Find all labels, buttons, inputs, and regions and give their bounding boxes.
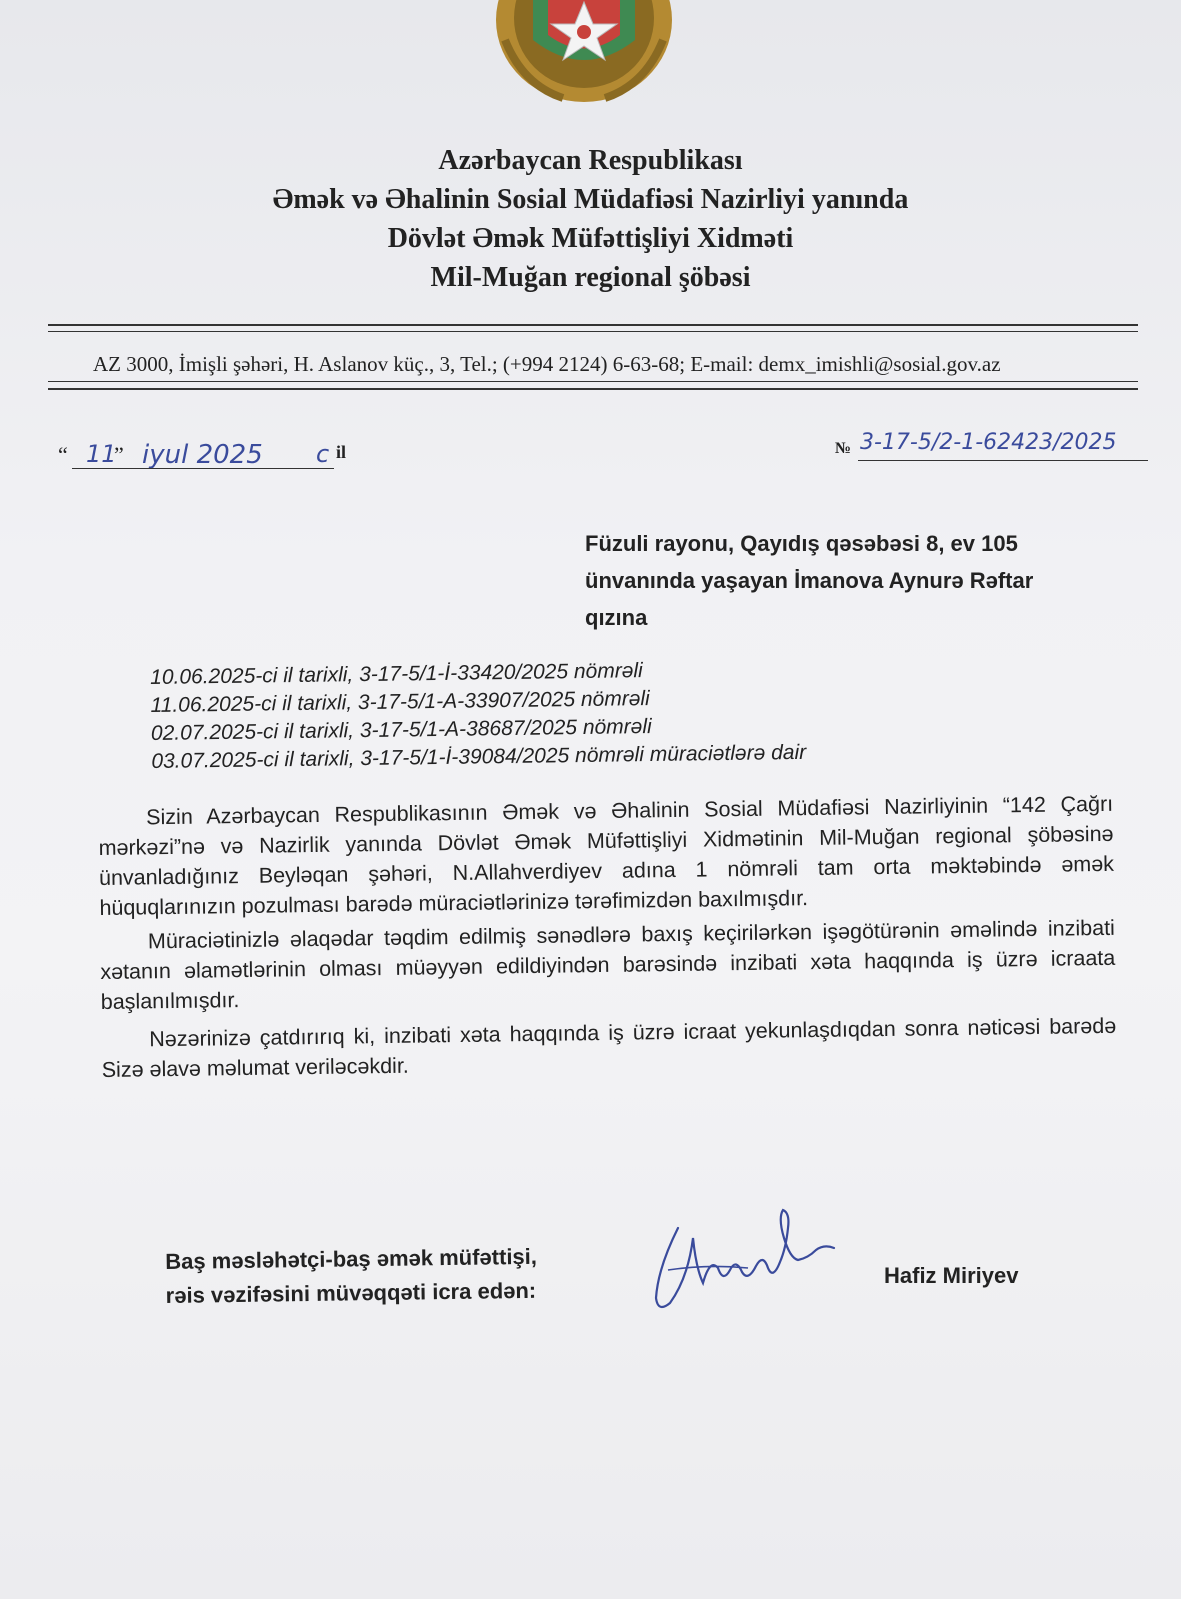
header-divider-top-thin bbox=[48, 331, 1138, 332]
header-divider-top bbox=[48, 324, 1138, 326]
addressee-block bbox=[585, 525, 1125, 636]
header-service: Dövlət Əmək Müfəttişliyi Xidməti bbox=[387, 223, 794, 254]
body-paragraph: Müraciətinizlə əlaqədar təqdim edilmiş sənədlərə baxış keçirilərkən işəgötürənin əməlində inzibati xətanın əlamətlərinin olması müəyyən edildiyindən barəsində inzibati xəta haqqında iş üzrə icraata başlanılmışdır. bbox=[100, 915, 1116, 1014]
header-ministry: Əmək və Əhalinin Sosial Müdafiəsi Nazirliyi yanında bbox=[272, 184, 909, 215]
addressee-line: ünvanında yaşayan İmanova Aynurə Rəftar bbox=[585, 568, 1034, 593]
reference-item: 11.06.2025-ci il tarixli, 3-17-5/1-A-33907/2025 nömrəli bbox=[150, 687, 650, 717]
reference-item: 10.06.2025-ci il tarixli, 3-17-5/1-İ-33420/2025 nömrəli bbox=[150, 659, 643, 689]
signatory-title-line: Baş məsləhətçi-baş əmək müfəttişi, bbox=[165, 1243, 538, 1274]
signatory-title-line: rəis vəzifəsini müvəqqəti icra edən: bbox=[165, 1277, 537, 1308]
header-country: Azərbaycan Respublikası bbox=[438, 145, 743, 176]
state-emblem-icon bbox=[493, 0, 675, 102]
number-underline bbox=[858, 460, 1148, 461]
handwritten-signature bbox=[648, 1198, 848, 1318]
header-divider-bottom-thin bbox=[48, 381, 1138, 382]
letter-body bbox=[98, 789, 1117, 1093]
signatory-name: Hafiz Miriyev bbox=[884, 1263, 1019, 1288]
date-day: 11 bbox=[86, 440, 117, 468]
reference-item: 02.07.2025-ci il tarixli, 3-17-5/1-A-38687/2025 nömrəli bbox=[150, 715, 652, 745]
date-open-quote: “ bbox=[58, 442, 68, 467]
signatory-title bbox=[165, 1240, 538, 1313]
addressee-line: qızına bbox=[585, 605, 648, 630]
number-label: № bbox=[835, 440, 852, 457]
addressee-line: Füzuli rayonu, Qayıdış qəsəbəsi 8, ev 105 bbox=[585, 531, 1018, 556]
date-suffix: il bbox=[336, 442, 347, 462]
header-department: Mil-Muğan regional şöbəsi bbox=[430, 262, 751, 293]
header-divider-bottom bbox=[48, 388, 1138, 390]
reference-list bbox=[150, 655, 806, 776]
date-suffix-handwritten: c bbox=[316, 440, 330, 468]
contact-line: AZ 3000, İmişli şəhəri, H. Aslanov küç., 3, Tel.; (+994 2124) 6-63-68; E-mail: demx_imishli@sosial.gov.az bbox=[93, 352, 1001, 376]
date-month-year: iyul 2025 bbox=[142, 440, 263, 470]
date-underline bbox=[72, 468, 334, 469]
reference-item: 03.07.2025-ci il tarixli, 3-17-5/1-İ-39084/2025 nömrəli müraciətlərə dair bbox=[151, 740, 807, 773]
number-value: 3-17-5/2-1-62423/2025 bbox=[860, 430, 1117, 455]
date-close-quote: ” bbox=[114, 442, 124, 467]
body-paragraph: Sizin Azərbaycan Respublikasının Əmək və Əhalinin Sosial Müdafiəsi Nazirliyinin “142 Çağrı mərkəzi”nə və Nazirlik yanında Dövlət Əmək Müfəttişliyi Xidmətinin Mil-Muğan regional şöbəsinə ünvanladığınız Beyləqan şəhəri, N.Allahverdiyev adına 1 nömrəli tam orta məktəbində əmək hüquqlarınızın pozulması barədə müraciətlərinizə tərəfimizdən baxılmışdır. bbox=[98, 791, 1115, 920]
body-paragraph: Nəzərinizə çatdırırıq ki, inzibati xəta haqqında iş üzrə icraat yekunlaşdıqdan sonra nəticəsi barədə Sizə əlavə məlumat veriləcəkdir. bbox=[101, 1013, 1117, 1082]
